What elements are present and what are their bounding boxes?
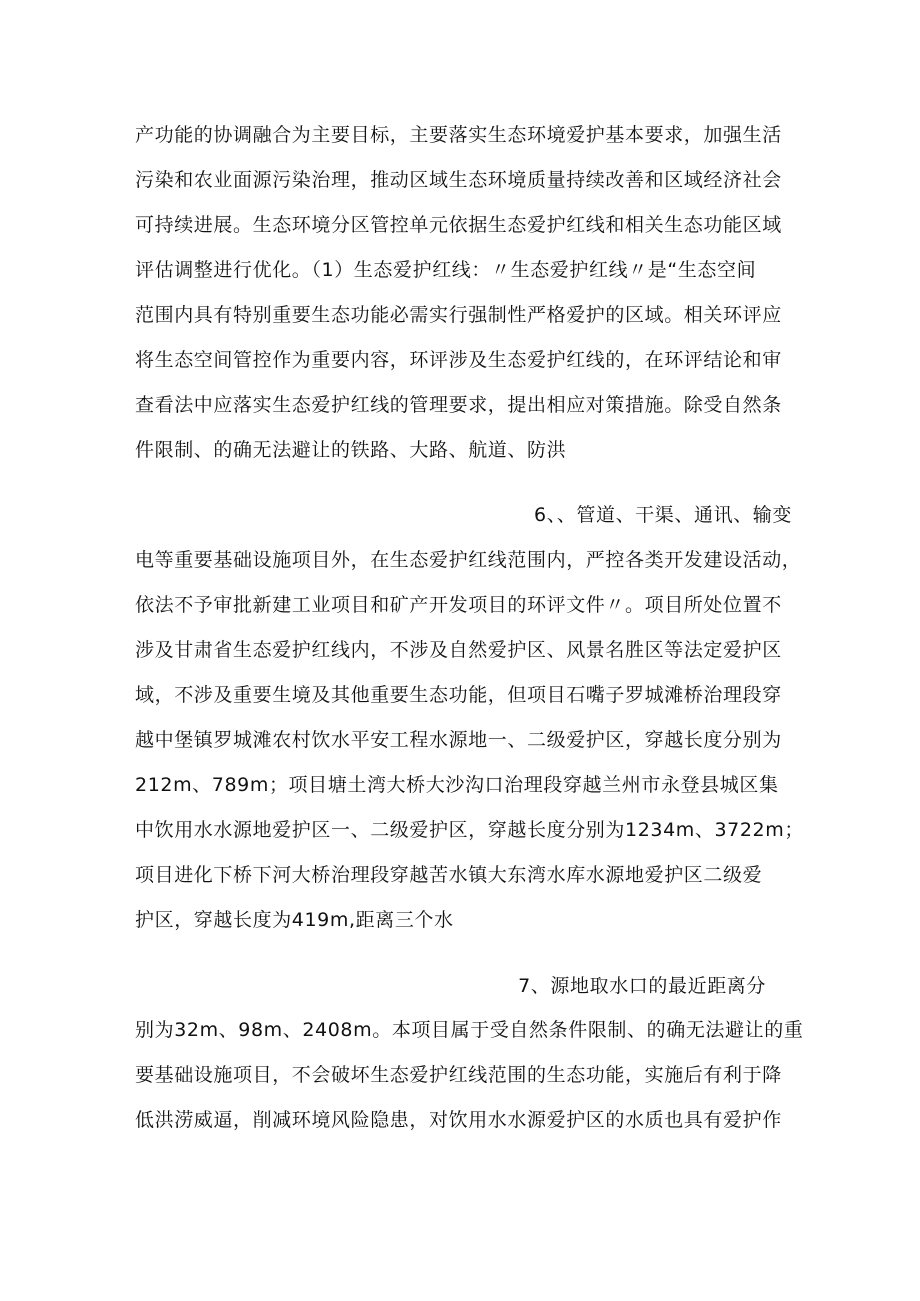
text-line-14: 越中堡镇罗城滩农村饮水平安工程水源地一、二级爱护区，穿越长度分别为 (135, 729, 782, 751)
text-line-22: 低洪涝威逼，削减环境风险隐患，对饮用水水源爱护区的水质也具有爱护作 (135, 1109, 782, 1131)
text-line-19: 7、源地取水口的最近距离分 (518, 975, 766, 997)
text-line-9: 6、、管道、干渠、通讯、输变 (534, 504, 792, 526)
text-line-6: 将生态空间管控作为重要内容，环评涉及生态爱护红线的，在环评结论和审 (135, 349, 782, 371)
text-line-2: 污染和农业面源污染治理，推动区域生态环境质量持续改善和区域经济社会 (135, 169, 782, 191)
text-line-1: 产功能的协调融合为主要目标，主要落实生态环境爱护基本要求，加强生活 (135, 124, 782, 146)
text-line-15: 212m、789m；项目塘土湾大桥大沙沟口治理段穿越兰州市永登县城区集 (135, 774, 779, 796)
text-line-3: 可持续进展。生态环境分区管控单元依据生态爱护红线和相关生态功能区域 (135, 214, 782, 236)
text-line-8: 件限制、的确无法避让的铁路、大路、航道、防洪 (135, 439, 567, 461)
text-line-7: 查看法中应落实生态爱护红线的管理要求，提出相应对策措施。除受自然条 (135, 394, 782, 416)
text-line-11: 依法不予审批新建工业项目和矿产开发项目的环评文件〃。项目所处位置不 (135, 594, 782, 616)
text-line-17: 项目进化下桥下河大桥治理段穿越苦水镇大东湾水库水源地爱护区二级爱 (135, 864, 763, 886)
text-line-5: 范围内具有特别重要生态功能必需实行强制性严格爱护的区域。相关环评应 (135, 304, 782, 326)
text-line-13: 域，不涉及重要生境及其他重要生态功能，但项目石嘴子罗城滩桥治理段穿 (135, 684, 782, 706)
text-line-21: 要基础设施项目，不会破坏生态爱护红线范围的生态功能，实施后有利于降 (135, 1064, 782, 1086)
text-line-18: 护区，穿越长度为419m,距离三个水 (135, 909, 454, 931)
text-line-20: 别为32m、98m、2408m。本项目属于受自然条件限制、的确无法避让的重 (135, 1019, 804, 1041)
text-line-12: 涉及甘肃省生态爱护红线内，不涉及自然爱护区、风景名胜区等法定爱护区 (135, 639, 782, 661)
text-line-10: 电等重要基础设施项目外，在生态爱护红线范围内，严控各类开发建设活动， (135, 549, 802, 571)
text-line-16: 中饮用水水源地爱护区一、二级爱护区，穿越长度分别为1234m、3722m； (135, 819, 804, 841)
text-line-4: 评估调整进行优化。（1）生态爱护红线：〃生态爱护红线〃是“生态空间 (135, 259, 757, 281)
